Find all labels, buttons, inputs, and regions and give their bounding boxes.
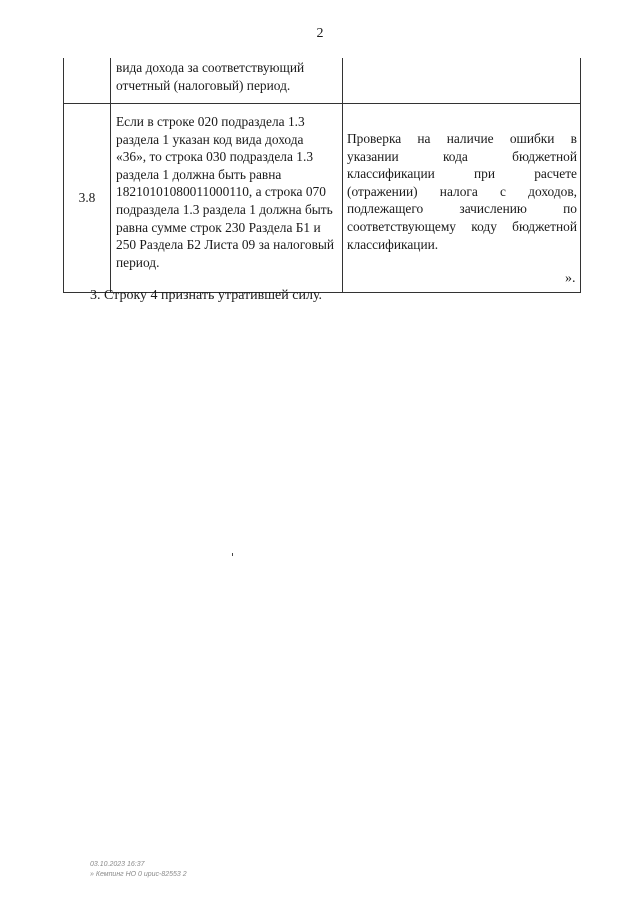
closing-quote: ». <box>565 271 576 286</box>
condition-cell <box>111 104 343 293</box>
check-line: указании кода бюджетной <box>347 148 577 164</box>
condition-line: «36», то строка 030 подраздела 1.3 <box>116 149 314 165</box>
check-cell <box>343 58 581 104</box>
stamp-line: 03.10.2023 16:37 <box>90 861 145 868</box>
amendment-table <box>63 58 581 293</box>
condition-line: отчетный (налоговый) период. <box>116 77 291 93</box>
condition-line: равна сумме строк 230 Раздела Б1 и <box>116 219 321 235</box>
condition-line: период. <box>116 254 160 270</box>
check-line: подлежащего зачислению по <box>347 201 577 217</box>
condition-line: 18210101080011000110, а строка 070 <box>116 184 326 200</box>
condition-line: раздела 1 должна быть равна <box>116 166 282 182</box>
check-line: соответствующему коду бюджетной <box>347 218 577 234</box>
table-row-continuation <box>64 58 581 104</box>
paragraph-3: 3. Строку 4 признать утратившей силу. <box>90 288 323 303</box>
scan-speck <box>232 553 233 556</box>
check-line: классификации. <box>347 236 439 252</box>
condition-line: подраздела 1.3 раздела 1 должна быть <box>116 201 333 217</box>
stamp-line: » Кемпинг НО 0 ирис-82553 2 <box>90 871 187 878</box>
electronic-stamp <box>90 860 187 880</box>
row-number-cell <box>64 58 111 104</box>
condition-line: раздела 1 указан код вида дохода <box>116 131 304 147</box>
condition-line: Если в строке 020 подраздела 1.3 <box>116 114 305 129</box>
condition-cell <box>111 58 343 104</box>
row-number-cell: 3.8 <box>64 104 111 293</box>
condition-line: 250 Раздела Б2 Листа 09 за налоговый <box>116 237 335 253</box>
check-line: классификации при расчете <box>347 166 577 182</box>
check-line: Проверка на наличие ошибки в <box>347 131 577 146</box>
check-line: (отражении) налога с доходов, <box>347 183 577 199</box>
table-row-3-8 <box>64 104 581 293</box>
page-number: 2 <box>316 26 324 41</box>
check-cell <box>343 104 581 293</box>
condition-line: вида дохода за соответствующий <box>116 60 305 75</box>
